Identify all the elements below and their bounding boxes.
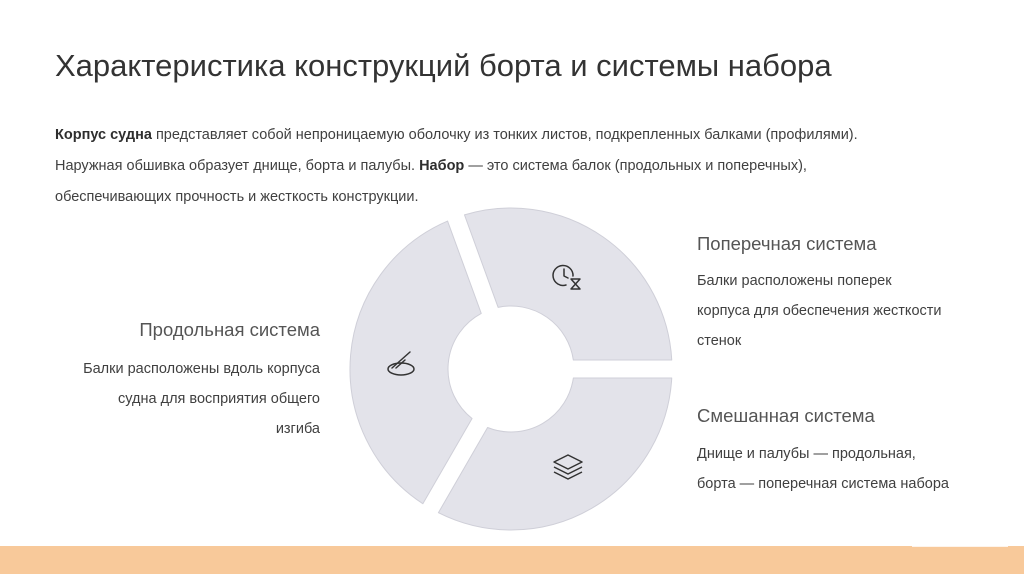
mixed-desc-line: борта — поперечная система набора — [697, 476, 949, 492]
intro-line-2-start: Наружная обшивка образует днище, борта и палубы. — [55, 158, 420, 174]
longitudinal-description — [40, 354, 320, 444]
transverse-desc-line: Балки расположены поперек — [697, 273, 892, 289]
intro-line-2-rest: — это система балок (продольных и поперечных), — [464, 158, 807, 174]
footer-band — [0, 546, 1024, 574]
intro-line-2 — [55, 151, 985, 182]
intro-line-1-rest: представляет собой непроницаемую оболочку из тонких листов, подкрепленных балками (профилями). — [151, 127, 858, 143]
footer-line — [912, 546, 1008, 547]
longitudinal-desc-line: судна для восприятия общего — [118, 391, 320, 407]
segment-transverse — [464, 208, 671, 360]
page-title: Характеристика конструкций борта и системы набора — [55, 48, 832, 83]
mixed-heading: Смешанная система — [697, 405, 875, 426]
intro-line-3: обеспечивающих прочность и жесткость конструкции. — [55, 189, 419, 205]
longitudinal-desc-line: Балки расположены вдоль корпуса — [83, 361, 320, 377]
transverse-description — [697, 266, 987, 356]
mixed-description — [697, 439, 987, 499]
ring-diagram — [340, 200, 680, 540]
transverse-desc-line: корпуса для обеспечения жесткости — [697, 303, 942, 319]
segment-longitudinal — [350, 221, 481, 504]
mixed-desc-line: Днище и палубы — продольная, — [697, 446, 916, 462]
intro-bold-framing: Набор — [419, 158, 465, 174]
segment-mixed — [438, 378, 671, 530]
intro-line-1 — [55, 120, 985, 151]
intro-bold-hull: Корпус судна — [55, 127, 152, 143]
transverse-heading: Поперечная система — [697, 233, 877, 254]
longitudinal-heading: Продольная система — [139, 319, 320, 340]
transverse-desc-line: стенок — [697, 333, 742, 349]
longitudinal-desc-line: изгиба — [275, 421, 320, 437]
